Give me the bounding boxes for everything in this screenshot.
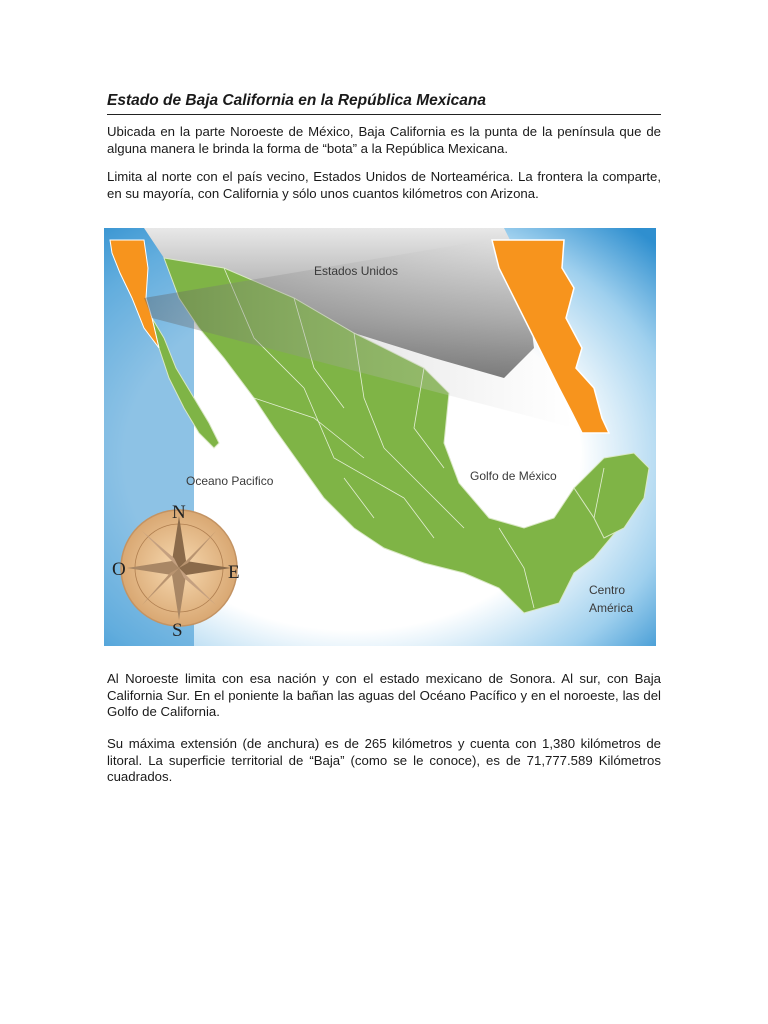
compass-east: E (228, 562, 240, 583)
compass-south: S (172, 620, 183, 641)
document-page (107, 88, 661, 202)
label-centro: Centro (589, 583, 626, 597)
compass-north: N (172, 502, 186, 523)
paragraph-north-border: Limita al norte con el país vecino, Estados Unidos de Norteamérica. La frontera la comparte, en su mayoría, con California y sólo unos cuantos kilómetros con Arizona. (107, 169, 661, 201)
document-title: Estado de Baja California en la República Mexicana (107, 88, 661, 115)
paragraph-extension: Su máxima extensión (de anchura) es de 265 kilómetros y cuenta con 1,380 kilómetros de litoral. La superficie territorial de “Baja” (como se le conoce), es de 71,777.589 Kilómetros cuadrados. (107, 736, 661, 784)
label-golfo-de-mexico: Golfo de México (470, 469, 557, 483)
mexico-map-figure (104, 228, 656, 646)
label-estados-unidos: Estados Unidos (314, 264, 399, 278)
compass-west: O (112, 559, 126, 580)
paragraph-location: Ubicada en la parte Noroeste de México, Baja California es la punta de la península que de alguna manera le brinda la forma de “bota” a la República Mexicana. (107, 124, 661, 156)
paragraph-limits: Al Noroeste limita con esa nación y con el estado mexicano de Sonora. Al sur, con Baja California Sur. En el poniente la bañan las aguas del Océano Pacífico y en el noroeste, las del Golfo de California. (107, 671, 661, 719)
label-america: América (589, 601, 634, 615)
label-oceano-pacifico: Oceano Pacifico (186, 474, 274, 488)
